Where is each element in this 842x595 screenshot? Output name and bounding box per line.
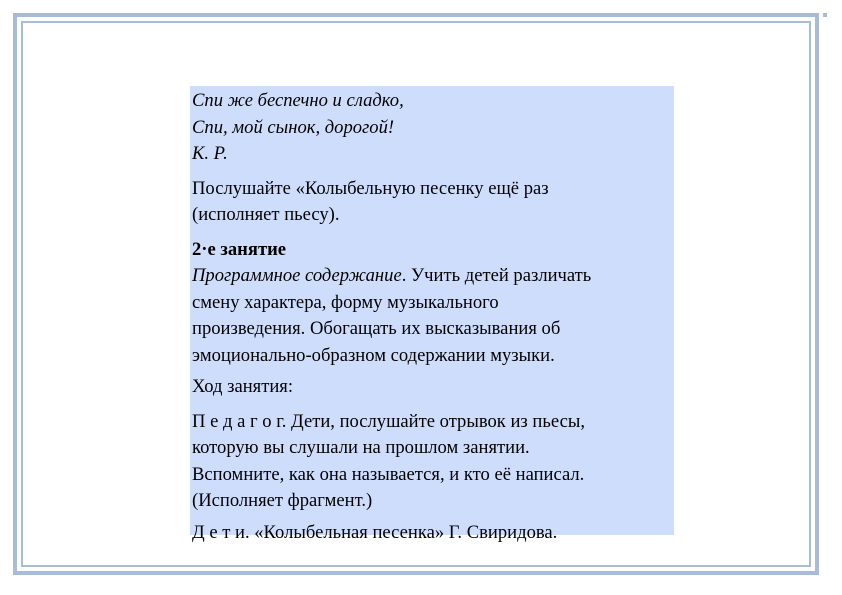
- program-label: Программное содержание: [192, 265, 402, 286]
- poem-line-1: Спи же беспечно и сладко,: [192, 90, 404, 111]
- course-paragraph: [192, 374, 674, 401]
- program-line-2: смену характера, форму музыкального: [192, 291, 499, 313]
- program-line-3: произведения. Обогащать их высказывания об: [192, 318, 561, 339]
- teacher-line-2: которую вы слушали на прошлом занятии.: [192, 437, 530, 458]
- teacher-line-3: Вспомните, как она называется, и кто её написал.: [192, 463, 585, 485]
- teacher-line-1: П е д а г о г. Дети, послушайте отрывок из пьесы,: [192, 410, 585, 432]
- program-line-4: эмоционально-образном содержании музыки.: [192, 344, 555, 366]
- poem-block: [192, 88, 674, 168]
- listen-line-1: Послушайте «Колыбельную песенку ещё раз: [192, 177, 549, 199]
- text-box: [190, 86, 674, 543]
- teacher-line-4: (Исполняет фрагмент.): [192, 490, 373, 511]
- course-label: Ход занятия:: [192, 376, 294, 397]
- poem-author: К. Р.: [192, 143, 228, 164]
- children-line-1: Д е т и. «Колыбельная песенка» Г. Свиридова.: [192, 521, 558, 543]
- program-line-1-rest: . Учить детей различать: [401, 265, 592, 286]
- listen-line-2: (исполняет пьесу).: [192, 204, 340, 225]
- frame-corner-mark: [823, 13, 827, 17]
- listen-paragraph: [192, 176, 674, 229]
- teacher-paragraph: [192, 409, 674, 515]
- program-line-1: [192, 263, 674, 290]
- lesson-block: [192, 237, 674, 370]
- poem-line-2: Спи, мой сынок, дорогой!: [192, 116, 395, 138]
- lesson-heading: 2·е занятие: [192, 238, 287, 260]
- children-paragraph: [192, 520, 674, 547]
